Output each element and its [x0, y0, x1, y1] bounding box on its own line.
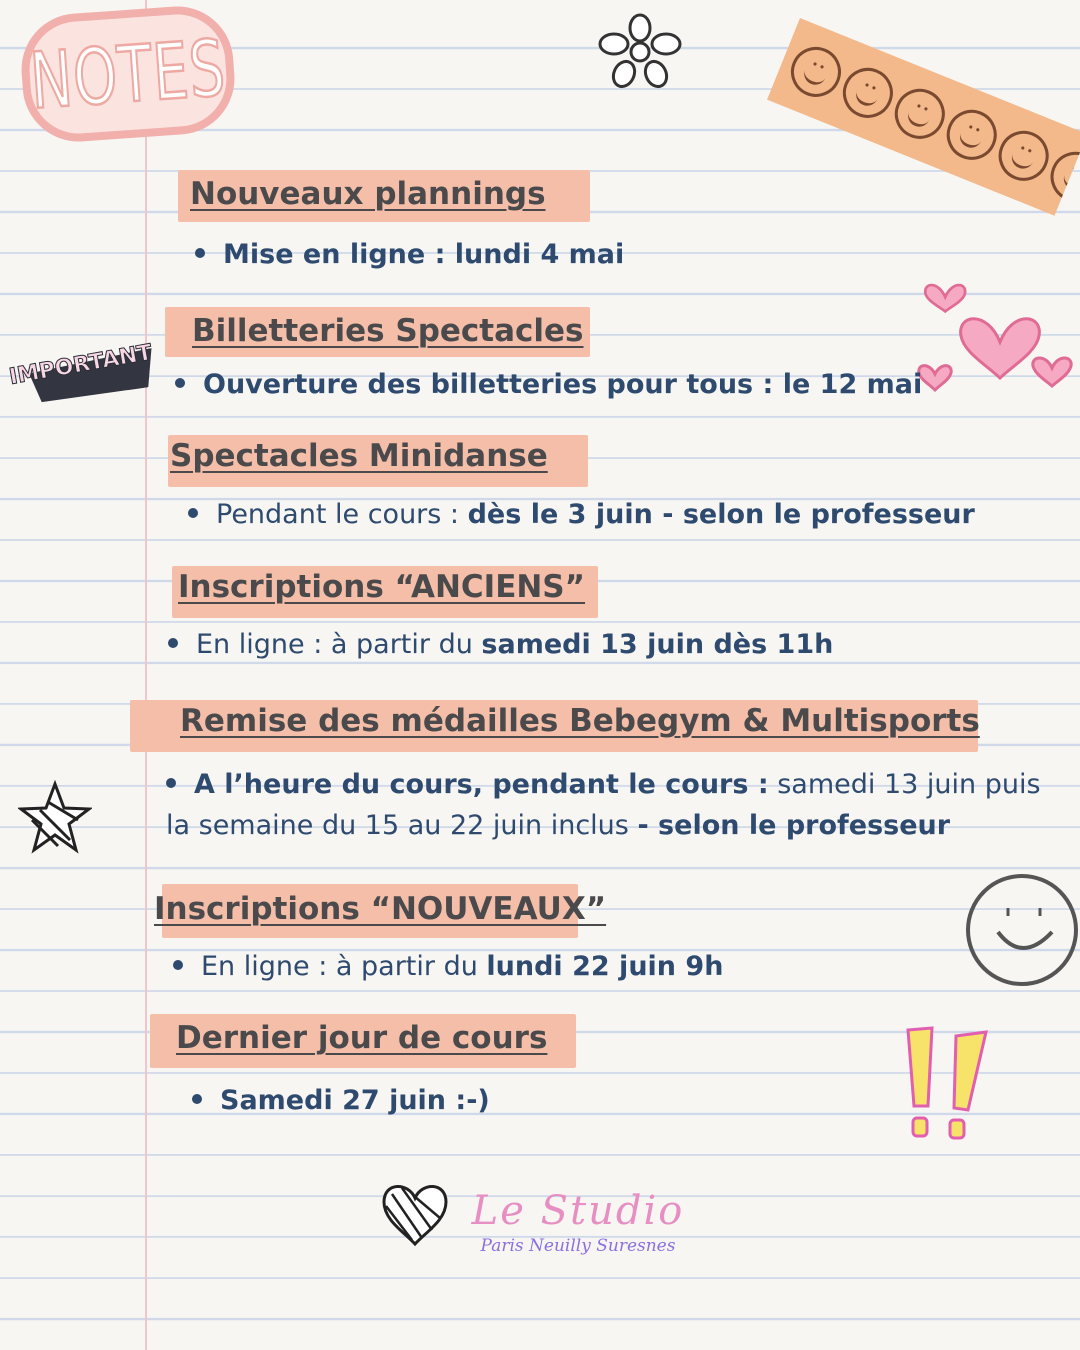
section-heading: Dernier jour de cours [176, 1020, 548, 1056]
bullet-text: En ligne : à partir du [201, 951, 487, 982]
bullet-bold-text: Samedi 27 juin :-) [220, 1085, 490, 1116]
bullet-bold-text-end: - selon le professeur [637, 810, 951, 841]
bullet-dot [175, 378, 185, 388]
section-heading: Nouveaux plannings [190, 176, 546, 212]
heart-icon [378, 1180, 452, 1248]
list-item [175, 364, 922, 405]
list-item [188, 494, 975, 535]
logo-subtitle: Paris Neuilly Suresnes [480, 1236, 676, 1256]
bullet-dot [195, 248, 205, 258]
section-heading: Billetteries Spectacles [192, 313, 584, 349]
section-heading: Spectacles Minidanse [170, 438, 548, 474]
important-stamp [7, 335, 164, 412]
hearts-icon [915, 282, 1080, 402]
bullet-bold-text: samedi 13 juin dès 11h [481, 629, 834, 660]
bullet-bold-text: Mise en ligne : lundi 4 mai [223, 239, 625, 270]
list-item [195, 234, 624, 275]
section-heading: Inscriptions “ANCIENS” [178, 569, 586, 605]
flower-icon [592, 12, 688, 92]
section-heading: Inscriptions “NOUVEAUX” [154, 891, 607, 927]
bullet-text: samedi 13 juin puis la semaine du 15 au 22 juin inclus [166, 769, 1041, 841]
star-icon [18, 780, 92, 854]
notes-badge [18, 3, 238, 145]
bullet-bold-text: A l’heure du cours, pendant le cours : [194, 769, 769, 800]
notes-badge-label: NOTES [27, 21, 229, 127]
smiley-tape-icon [767, 18, 1080, 216]
list-item [173, 946, 723, 987]
bullet-dot [173, 960, 183, 970]
bullet-dot [192, 1094, 202, 1104]
bullet-dot [188, 508, 198, 518]
notebook-margin-line [145, 0, 147, 1350]
list-item [168, 624, 833, 665]
bullet-bold-text: lundi 22 juin 9h [486, 951, 724, 982]
smiley-face-icon [962, 872, 1080, 990]
bullet-text: Pendant le cours : [216, 499, 468, 530]
list-item [192, 1080, 490, 1121]
bullet-bold-text: Ouverture des billetteries pour tous : le 12 mai [203, 369, 923, 400]
studio-logo [458, 1188, 698, 1288]
exclamation-icon [898, 1022, 998, 1144]
bullet-dot [168, 638, 178, 648]
list-item [166, 764, 1066, 846]
bullet-bold-text: dès le 3 juin - selon le professeur [467, 499, 975, 530]
section-heading: Remise des médailles Bebegym & Multisports [180, 703, 980, 739]
bullet-text: En ligne : à partir du [196, 629, 482, 660]
logo-title: Le Studio [471, 1188, 685, 1234]
bullet-dot [166, 778, 176, 788]
important-stamp-label: IMPORTANT [7, 340, 155, 390]
